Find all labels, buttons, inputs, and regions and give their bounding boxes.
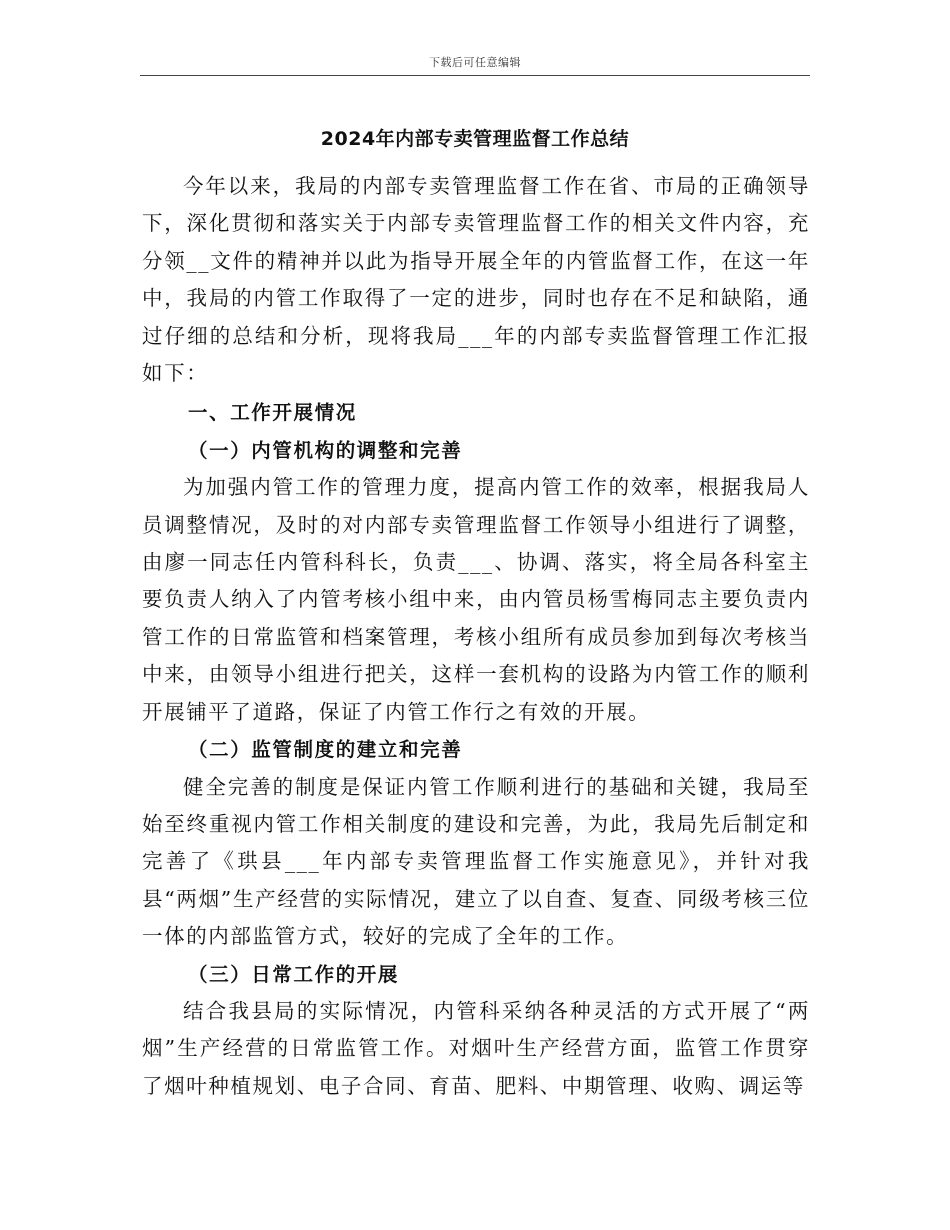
header-note: 下载后可任意编辑 — [429, 56, 521, 69]
daily-work-paragraph: 结合我县局的实际情况，内管科采纳各种灵活的方式开展了“两烟”生产经营的日常监管工作。对烟叶生产经营方面，监管工作贯穿了烟叶种植规划、电子合同、育苗、肥料、中期管理、收购、调运等 — [142, 998, 810, 1098]
subsection-heading-regulations: （二）监管制度的建立和完善 — [188, 738, 463, 762]
subsection-heading-daily-work: （三）日常工作的开展 — [188, 962, 400, 986]
document-body — [142, 168, 810, 1105]
regulations-paragraph: 健全完善的制度是保证内管工作顺利进行的基础和关键，我局至始至终重视内管工作相关制度的建设和完善，为此，我局先后制定和完善了《珙县___年内部专卖管理监督工作实施意见》，并针对我县“两烟”生产经营的实际情况，建立了以自查、复查、同级考核三位一体的内部监管方式，较好的完成了全年的工作。 — [142, 774, 810, 949]
subsection-heading-organization: （一）内管机构的调整和完善 — [188, 438, 463, 462]
intro-paragraph: 今年以来，我局的内部专卖管理监督工作在省、市局的正确领导下，深化贯彻和落实关于内部专卖管理监督工作的相关文件内容，充分领__文件的精神并以此为指导开展全年的内管监督工作，在这一年中，我局的内管工作取得了一定的进步，同时也存在不足和缺陷，通过仔细的总结和分析，现将我局___年的内部专卖监督管理工作汇报如下： — [142, 174, 810, 386]
section-heading-work-status: 一、工作开展情况 — [188, 401, 357, 425]
header-divider — [140, 75, 810, 76]
organization-paragraph: 为加强内管工作的管理力度，提高内管工作的效率，根据我局人员调整情况，及时的对内部专卖管理监督工作领导小组进行了调整，由廖一同志任内管科科长，负责___、协调、落实，将全局各科室主要负责人纳入了内管考核小组中来，由内管员杨雪梅同志主要负责内管工作的日常监管和档案管理，考核小组所有成员参加到每次考核当中来，由领导小组进行把关，这样一套机构的设路为内管工作的顺利开展铺平了道路，保证了内管工作行之有效的开展。 — [142, 475, 810, 724]
document-title: 2024年内部专卖管理监督工作总结 — [320, 128, 630, 150]
